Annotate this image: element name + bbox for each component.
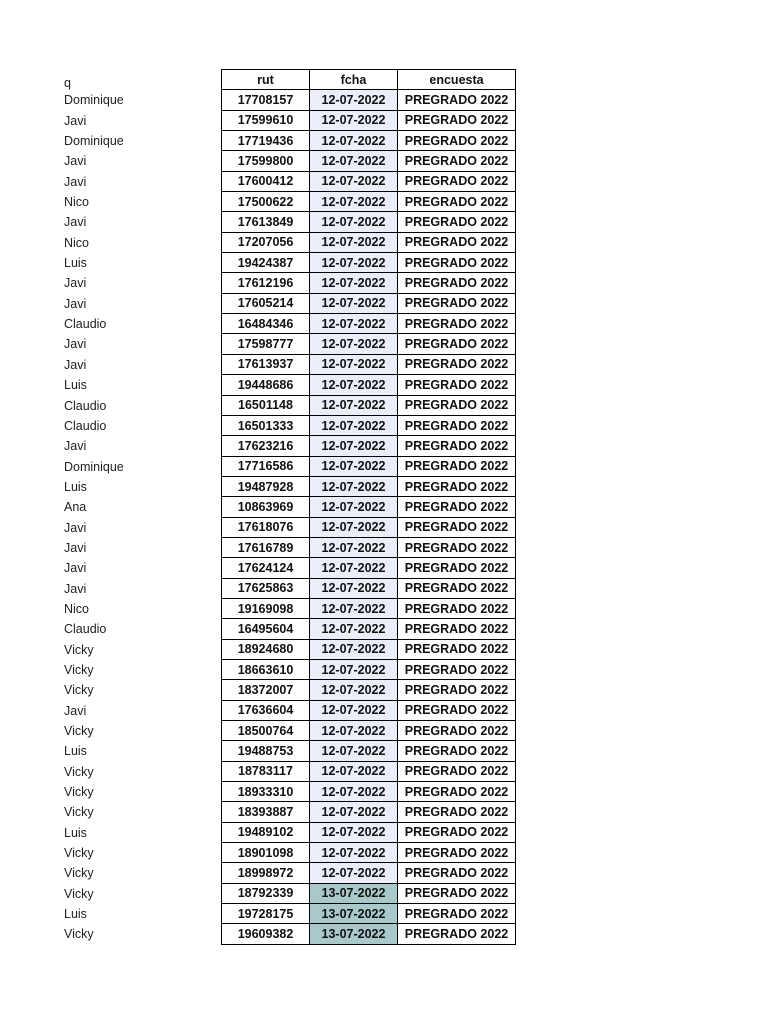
encuesta-cell[interactable]: PREGRADO 2022: [398, 497, 516, 517]
rut-cell[interactable]: 19489102: [222, 822, 310, 842]
fcha-cell[interactable]: 12-07-2022: [310, 334, 398, 354]
rut-cell[interactable]: 18393887: [222, 802, 310, 822]
rut-cell[interactable]: 18500764: [222, 721, 310, 741]
encuesta-cell[interactable]: PREGRADO 2022: [398, 924, 516, 944]
encuesta-cell[interactable]: PREGRADO 2022: [398, 314, 516, 334]
fcha-cell[interactable]: 12-07-2022: [310, 680, 398, 700]
q-column-header: q: [64, 76, 71, 90]
q-cell[interactable]: Dominique: [64, 134, 124, 149]
rut-cell[interactable]: 16495604: [222, 619, 310, 639]
q-cell[interactable]: Vicky: [64, 785, 94, 800]
rut-cell[interactable]: 16501333: [222, 415, 310, 435]
q-cell[interactable]: Claudio: [64, 398, 107, 413]
q-cell[interactable]: Vicky: [64, 642, 94, 657]
encuesta-cell[interactable]: PREGRADO 2022: [398, 476, 516, 496]
q-cell[interactable]: Javi: [64, 276, 87, 291]
q-cell[interactable]: Javi: [64, 215, 87, 230]
q-cell[interactable]: Luis: [64, 479, 87, 494]
encuesta-cell[interactable]: PREGRADO 2022: [398, 843, 516, 863]
fcha-cell[interactable]: 12-07-2022: [310, 110, 398, 130]
rut-column-header[interactable]: rut: [222, 70, 310, 90]
encuesta-cell[interactable]: PREGRADO 2022: [398, 904, 516, 924]
rut-cell[interactable]: 19487928: [222, 476, 310, 496]
table-row: [222, 476, 516, 496]
table-row: [222, 253, 516, 273]
encuesta-cell[interactable]: PREGRADO 2022: [398, 415, 516, 435]
encuesta-cell[interactable]: PREGRADO 2022: [398, 598, 516, 618]
table-row: [222, 883, 516, 903]
table-row: [222, 761, 516, 781]
table-row: [222, 131, 516, 151]
table-header-row: [222, 70, 516, 90]
table-row: [222, 497, 516, 517]
table-row: [222, 619, 516, 639]
q-cell[interactable]: Vicky: [64, 764, 94, 779]
q-cell[interactable]: Vicky: [64, 683, 94, 698]
fcha-cell[interactable]: 12-07-2022: [310, 253, 398, 273]
encuesta-cell[interactable]: PREGRADO 2022: [398, 558, 516, 578]
q-cell[interactable]: Ana: [64, 500, 87, 515]
encuesta-cell[interactable]: PREGRADO 2022: [398, 293, 516, 313]
fcha-cell[interactable]: 12-07-2022: [310, 537, 398, 557]
fcha-cell[interactable]: 12-07-2022: [310, 436, 398, 456]
encuesta-cell[interactable]: PREGRADO 2022: [398, 395, 516, 415]
fcha-cell[interactable]: 12-07-2022: [310, 741, 398, 761]
fcha-cell[interactable]: 12-07-2022: [310, 497, 398, 517]
table-row: [222, 822, 516, 842]
encuesta-column-header[interactable]: encuesta: [398, 70, 516, 90]
table-row: [222, 700, 516, 720]
rut-cell[interactable]: 18998972: [222, 863, 310, 883]
fcha-cell[interactable]: 12-07-2022: [310, 273, 398, 293]
encuesta-cell[interactable]: PREGRADO 2022: [398, 863, 516, 883]
table-row: [222, 721, 516, 741]
table-row: [222, 192, 516, 212]
table-row: [222, 741, 516, 761]
fcha-column-header[interactable]: fcha: [310, 70, 398, 90]
rut-cell[interactable]: 18663610: [222, 659, 310, 679]
table-body: [222, 90, 516, 944]
q-cell[interactable]: Javi: [64, 337, 87, 352]
table-row: [222, 924, 516, 944]
fcha-cell[interactable]: 12-07-2022: [310, 415, 398, 435]
q-cell[interactable]: Javi: [64, 174, 87, 189]
rut-cell[interactable]: 17613849: [222, 212, 310, 232]
encuesta-cell[interactable]: PREGRADO 2022: [398, 273, 516, 293]
table-row: [222, 415, 516, 435]
fcha-cell[interactable]: 12-07-2022: [310, 619, 398, 639]
encuesta-cell[interactable]: PREGRADO 2022: [398, 232, 516, 252]
rut-cell[interactable]: 16501148: [222, 395, 310, 415]
encuesta-cell[interactable]: PREGRADO 2022: [398, 131, 516, 151]
rut-cell[interactable]: 17600412: [222, 171, 310, 191]
fcha-cell[interactable]: 12-07-2022: [310, 863, 398, 883]
q-cell[interactable]: Javi: [64, 113, 87, 128]
encuesta-cell[interactable]: PREGRADO 2022: [398, 700, 516, 720]
q-cell[interactable]: Luis: [64, 825, 87, 840]
q-column: [64, 70, 214, 945]
rut-cell[interactable]: 17624124: [222, 558, 310, 578]
q-cell[interactable]: Nico: [64, 601, 90, 616]
table-row: [222, 212, 516, 232]
fcha-cell[interactable]: 12-07-2022: [310, 578, 398, 598]
fcha-cell[interactable]: 13-07-2022: [310, 883, 398, 903]
rut-cell[interactable]: 17618076: [222, 517, 310, 537]
q-cell[interactable]: Javi: [64, 540, 87, 555]
rut-cell[interactable]: 17605214: [222, 293, 310, 313]
encuesta-cell[interactable]: PREGRADO 2022: [398, 212, 516, 232]
table-row: [222, 110, 516, 130]
fcha-cell[interactable]: 12-07-2022: [310, 293, 398, 313]
q-cell[interactable]: Vicky: [64, 662, 94, 677]
fcha-cell[interactable]: 12-07-2022: [310, 802, 398, 822]
encuesta-cell[interactable]: PREGRADO 2022: [398, 171, 516, 191]
q-cell[interactable]: Vicky: [64, 927, 94, 942]
rut-cell[interactable]: 19609382: [222, 924, 310, 944]
rut-cell[interactable]: 18901098: [222, 843, 310, 863]
encuesta-cell[interactable]: PREGRADO 2022: [398, 253, 516, 273]
q-cell[interactable]: Vicky: [64, 846, 94, 861]
encuesta-cell[interactable]: PREGRADO 2022: [398, 578, 516, 598]
encuesta-cell[interactable]: PREGRADO 2022: [398, 761, 516, 781]
table-row: [222, 395, 516, 415]
fcha-cell[interactable]: 12-07-2022: [310, 192, 398, 212]
rut-cell[interactable]: 18933310: [222, 782, 310, 802]
encuesta-cell[interactable]: PREGRADO 2022: [398, 680, 516, 700]
encuesta-cell[interactable]: PREGRADO 2022: [398, 192, 516, 212]
fcha-cell[interactable]: 12-07-2022: [310, 721, 398, 741]
table-row: [222, 517, 516, 537]
table-row: [222, 639, 516, 659]
fcha-cell[interactable]: 12-07-2022: [310, 232, 398, 252]
q-cell[interactable]: Javi: [64, 154, 87, 169]
q-cell[interactable]: Claudio: [64, 622, 107, 637]
rut-cell[interactable]: 17599800: [222, 151, 310, 171]
rut-cell[interactable]: 19424387: [222, 253, 310, 273]
rut-cell[interactable]: 10863969: [222, 497, 310, 517]
rut-cell[interactable]: 18372007: [222, 680, 310, 700]
table-row: [222, 802, 516, 822]
fcha-cell[interactable]: 12-07-2022: [310, 700, 398, 720]
encuesta-cell[interactable]: PREGRADO 2022: [398, 659, 516, 679]
encuesta-cell[interactable]: PREGRADO 2022: [398, 883, 516, 903]
table-row: [222, 537, 516, 557]
table-row: [222, 904, 516, 924]
fcha-cell[interactable]: 12-07-2022: [310, 517, 398, 537]
encuesta-cell[interactable]: PREGRADO 2022: [398, 456, 516, 476]
q-cell[interactable]: Vicky: [64, 724, 94, 738]
q-cell[interactable]: Javi: [64, 703, 87, 718]
rut-cell[interactable]: 17598777: [222, 334, 310, 354]
rut-cell[interactable]: 17636604: [222, 700, 310, 720]
fcha-cell[interactable]: 12-07-2022: [310, 659, 398, 679]
q-cell[interactable]: Luis: [64, 907, 87, 922]
table-row: [222, 659, 516, 679]
rut-cell[interactable]: 19169098: [222, 598, 310, 618]
fcha-cell[interactable]: 12-07-2022: [310, 151, 398, 171]
encuesta-cell[interactable]: PREGRADO 2022: [398, 619, 516, 639]
table-row: [222, 782, 516, 802]
encuesta-cell[interactable]: PREGRADO 2022: [398, 721, 516, 741]
fcha-cell[interactable]: 12-07-2022: [310, 598, 398, 618]
encuesta-cell[interactable]: PREGRADO 2022: [398, 517, 516, 537]
encuesta-cell[interactable]: PREGRADO 2022: [398, 90, 516, 110]
survey-table: [221, 69, 516, 945]
q-cell[interactable]: Claudio: [64, 418, 107, 433]
q-cell[interactable]: Javi: [64, 357, 87, 372]
encuesta-cell[interactable]: PREGRADO 2022: [398, 537, 516, 557]
table-row: [222, 232, 516, 252]
q-cell[interactable]: Javi: [64, 296, 87, 311]
rut-cell[interactable]: 17599610: [222, 110, 310, 130]
rut-cell[interactable]: 17625863: [222, 578, 310, 598]
q-cell[interactable]: Nico: [64, 235, 90, 250]
fcha-cell[interactable]: 12-07-2022: [310, 476, 398, 496]
table-row: [222, 863, 516, 883]
q-cell[interactable]: Dominique: [64, 459, 124, 474]
encuesta-cell[interactable]: PREGRADO 2022: [398, 741, 516, 761]
q-cell[interactable]: Luis: [64, 256, 87, 271]
table-row: [222, 375, 516, 395]
encuesta-cell[interactable]: PREGRADO 2022: [398, 782, 516, 802]
table-row: [222, 293, 516, 313]
table-row: [222, 314, 516, 334]
encuesta-cell[interactable]: PREGRADO 2022: [398, 822, 516, 842]
encuesta-cell[interactable]: PREGRADO 2022: [398, 334, 516, 354]
rut-cell[interactable]: 17616789: [222, 537, 310, 557]
table-row: [222, 578, 516, 598]
rut-cell[interactable]: 17500622: [222, 192, 310, 212]
q-cell[interactable]: Nico: [64, 195, 90, 210]
rut-cell[interactable]: 18792339: [222, 883, 310, 903]
encuesta-cell[interactable]: PREGRADO 2022: [398, 802, 516, 822]
fcha-cell[interactable]: 12-07-2022: [310, 456, 398, 476]
fcha-cell[interactable]: 12-07-2022: [310, 843, 398, 863]
fcha-cell[interactable]: 12-07-2022: [310, 354, 398, 374]
table-row: [222, 558, 516, 578]
rut-cell[interactable]: 18783117: [222, 761, 310, 781]
q-cell[interactable]: Claudio: [64, 317, 107, 332]
rut-cell[interactable]: 17708157: [222, 90, 310, 110]
encuesta-cell[interactable]: PREGRADO 2022: [398, 436, 516, 456]
table-row: [222, 843, 516, 863]
table-row: [222, 273, 516, 293]
fcha-cell[interactable]: 13-07-2022: [310, 904, 398, 924]
q-cell[interactable]: Javi: [64, 439, 87, 454]
table-row: [222, 456, 516, 476]
rut-cell[interactable]: 17623216: [222, 436, 310, 456]
encuesta-cell[interactable]: PREGRADO 2022: [398, 151, 516, 171]
q-cell[interactable]: Javi: [64, 561, 87, 576]
rut-cell[interactable]: 16484346: [222, 314, 310, 334]
fcha-cell[interactable]: 12-07-2022: [310, 314, 398, 334]
rut-cell[interactable]: 17612196: [222, 273, 310, 293]
fcha-cell[interactable]: 12-07-2022: [310, 761, 398, 781]
table-row: [222, 680, 516, 700]
rut-cell[interactable]: 17207056: [222, 232, 310, 252]
fcha-cell[interactable]: 13-07-2022: [310, 924, 398, 944]
table-row: [222, 171, 516, 191]
rut-cell[interactable]: 17719436: [222, 131, 310, 151]
rut-cell[interactable]: 18924680: [222, 639, 310, 659]
encuesta-cell[interactable]: PREGRADO 2022: [398, 110, 516, 130]
fcha-cell[interactable]: 12-07-2022: [310, 131, 398, 151]
fcha-cell[interactable]: 12-07-2022: [310, 212, 398, 232]
fcha-cell[interactable]: 12-07-2022: [310, 90, 398, 110]
fcha-cell[interactable]: 12-07-2022: [310, 822, 398, 842]
table-row: [222, 334, 516, 354]
q-cell[interactable]: Luis: [64, 744, 87, 759]
q-cell[interactable]: Dominique: [64, 93, 124, 108]
q-cell[interactable]: Luis: [64, 378, 87, 393]
rut-cell[interactable]: 17716586: [222, 456, 310, 476]
table-row: [222, 436, 516, 456]
fcha-cell[interactable]: 12-07-2022: [310, 639, 398, 659]
fcha-cell[interactable]: 12-07-2022: [310, 395, 398, 415]
fcha-cell[interactable]: 12-07-2022: [310, 171, 398, 191]
table-row: [222, 598, 516, 618]
encuesta-cell[interactable]: PREGRADO 2022: [398, 375, 516, 395]
q-cell[interactable]: Vicky: [64, 805, 94, 820]
encuesta-cell[interactable]: PREGRADO 2022: [398, 639, 516, 659]
table-row: [222, 151, 516, 171]
fcha-cell[interactable]: 12-07-2022: [310, 782, 398, 802]
q-cell[interactable]: Javi: [64, 581, 87, 596]
encuesta-cell[interactable]: PREGRADO 2022: [398, 354, 516, 374]
q-cell[interactable]: Vicky: [64, 886, 94, 901]
rut-cell[interactable]: 19448686: [222, 375, 310, 395]
q-cell[interactable]: Javi: [64, 520, 87, 535]
fcha-cell[interactable]: 12-07-2022: [310, 375, 398, 395]
rut-cell[interactable]: 19728175: [222, 904, 310, 924]
fcha-cell[interactable]: 12-07-2022: [310, 558, 398, 578]
rut-cell[interactable]: 17613937: [222, 354, 310, 374]
table-row: [222, 90, 516, 110]
q-cell[interactable]: Vicky: [64, 866, 94, 881]
table-row: [222, 354, 516, 374]
rut-cell[interactable]: 19488753: [222, 741, 310, 761]
